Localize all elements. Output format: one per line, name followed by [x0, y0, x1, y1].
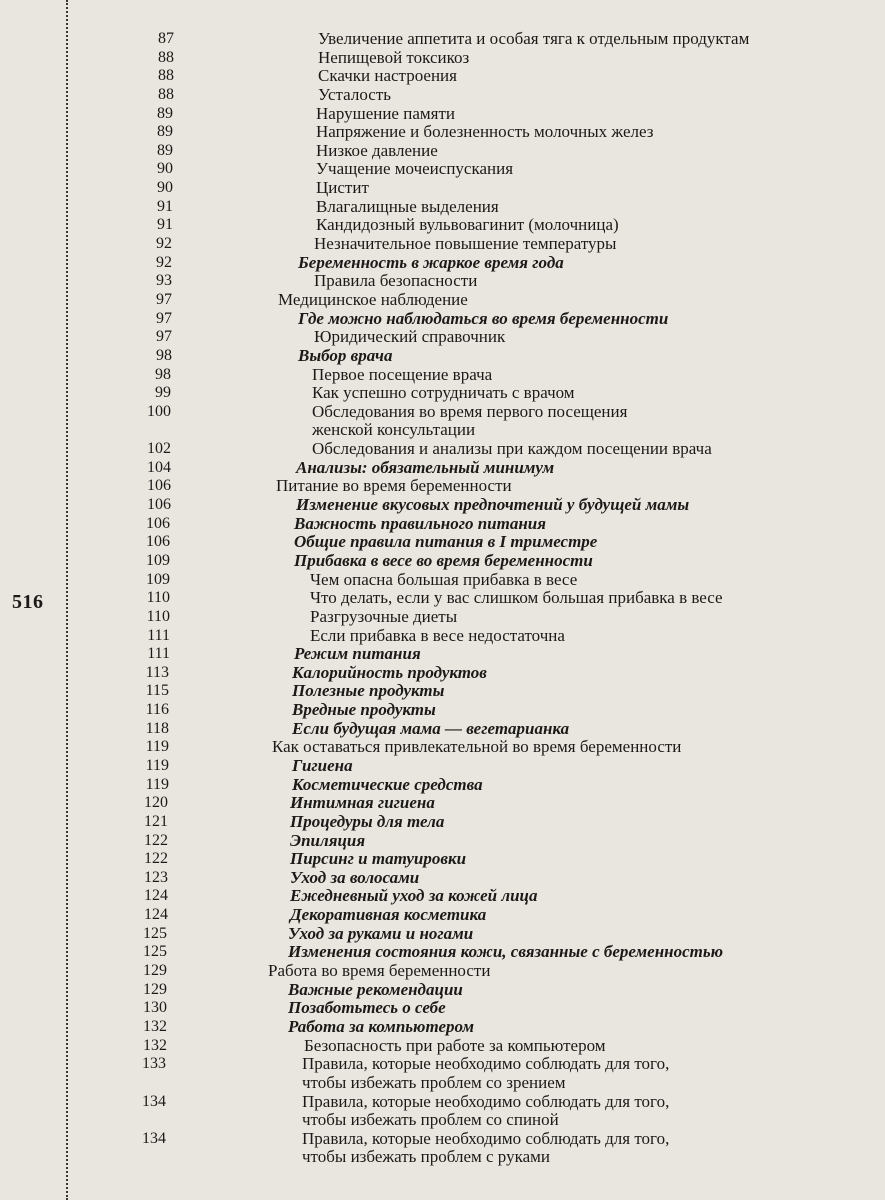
toc-page-number: 132	[143, 1017, 167, 1035]
toc-page-number: 92	[156, 235, 172, 253]
toc-page-number: 91	[157, 197, 173, 215]
toc-entry	[0, 906, 885, 925]
toc-subsection-title: Обследования и анализы при каждом посещении врача	[312, 439, 712, 459]
toc-entry	[0, 757, 885, 776]
toc-subsection-title: Чем опасна большая прибавка в весе	[310, 569, 578, 589]
toc-subsection-title: Безопасность при работе за компьютером	[304, 1035, 606, 1055]
toc-page-number: 90	[157, 179, 173, 197]
toc-entry	[0, 347, 885, 366]
toc-page-number: 115	[145, 682, 169, 700]
toc-page-number: 111	[147, 626, 170, 644]
toc-entry	[0, 776, 885, 795]
toc-section-title: Эпиляция	[290, 830, 366, 850]
toc-entry	[0, 869, 885, 888]
toc-section-title: Работа за компьютером	[288, 1016, 474, 1036]
toc-subsection-title: Правила, которые необходимо соблюдать для того, чтобы избежать проблем со спиной	[302, 1091, 670, 1130]
toc-subsection-title: Правила, которые необходимо соблюдать для того, чтобы избежать проблем с руками	[302, 1128, 670, 1167]
toc-entry	[0, 440, 885, 459]
toc-section-title: Изменение вкусовых предпочтений у будущей мамы	[296, 495, 690, 515]
toc-section-title: Где можно наблюдаться во время беременности	[298, 308, 669, 328]
toc-page-number: 110	[146, 607, 170, 625]
toc-page-number: 91	[157, 216, 173, 234]
toc-chapter-title: Работа во время беременности	[268, 961, 491, 981]
toc-entry	[0, 123, 885, 142]
toc-page-number: 100	[147, 402, 171, 420]
toc-entry	[0, 533, 885, 552]
toc-page-number: 111	[147, 645, 170, 663]
toc-entry	[0, 1130, 885, 1167]
toc-page-number: 132	[143, 1036, 167, 1054]
toc-section-title: Полезные продукты	[292, 681, 445, 701]
toc-subsection-title: Если прибавка в весе недостаточна	[310, 625, 565, 645]
toc-entry	[0, 366, 885, 385]
toc-page-number: 116	[145, 701, 169, 719]
toc-entry	[0, 49, 885, 68]
toc-section-title: Вредные продукты	[292, 700, 436, 720]
toc-page-number: 134	[142, 1092, 166, 1110]
toc-entry	[0, 999, 885, 1018]
toc-entry	[0, 198, 885, 217]
toc-entry	[0, 608, 885, 627]
toc-page-number: 89	[157, 104, 173, 122]
toc-entry	[0, 645, 885, 664]
toc-entry	[0, 682, 885, 701]
toc-entry	[0, 738, 885, 757]
toc-entry	[0, 720, 885, 739]
toc-entry	[0, 142, 885, 161]
toc-page-number: 109	[146, 551, 170, 569]
toc-entry	[0, 1055, 885, 1092]
toc-section-title: Позаботьтесь о себе	[288, 998, 446, 1018]
toc-page-number: 87	[158, 30, 174, 47]
toc-section-title: Беременность в жаркое время года	[298, 252, 564, 272]
toc-page-number: 97	[156, 290, 172, 308]
toc-section-title: Выбор врача	[298, 345, 393, 365]
toc-entry	[0, 216, 885, 235]
toc-entry	[0, 627, 885, 646]
toc-entry	[0, 552, 885, 571]
toc-section-title: Декоративная косметика	[290, 905, 487, 925]
toc-entry	[0, 794, 885, 813]
toc-section-title: Если будущая мама — вегетарианка	[292, 718, 570, 738]
toc-entry	[0, 701, 885, 720]
toc-entry	[0, 254, 885, 273]
toc-entry	[0, 291, 885, 310]
toc-subsection-title: Правила безопасности	[314, 271, 478, 291]
toc-page-number: 106	[147, 496, 171, 514]
toc-entry	[0, 86, 885, 105]
toc-section-title: Изменения состояния кожи, связанные с беременностью	[288, 942, 724, 962]
toc-page-number: 88	[158, 48, 174, 66]
toc-subsection-title: Нарушение памяти	[316, 103, 455, 123]
toc-subsection-title: Первое посещение врача	[312, 364, 493, 384]
page-number: 516	[12, 591, 44, 613]
toc-page-number: 129	[143, 962, 167, 980]
toc-section-title: Гигиена	[292, 756, 353, 775]
toc-page-number: 123	[144, 868, 168, 886]
toc-page-number: 109	[146, 570, 170, 588]
toc-page-number: 122	[144, 831, 168, 849]
toc-entry	[0, 571, 885, 590]
toc-section-title: Общие правила питания в I триместре	[294, 532, 598, 552]
toc-page-number: 113	[145, 663, 169, 681]
toc-page-number: 125	[143, 943, 167, 961]
toc-page-number: 88	[158, 67, 174, 85]
toc-chapter-title: Медицинское наблюдение	[278, 289, 468, 309]
toc-entry	[0, 925, 885, 944]
toc-page-number: 110	[146, 589, 170, 607]
toc-page-number: 98	[156, 346, 172, 364]
toc-page-number: 98	[155, 365, 171, 383]
toc-entry	[0, 813, 885, 832]
toc-entry	[0, 962, 885, 981]
toc-chapter-title: Питание во время беременности	[276, 476, 512, 496]
toc-subsection-title: Напряжение и болезненность молочных желез	[316, 122, 654, 142]
toc-page-number: 104	[147, 458, 171, 476]
toc-page-number: 119	[145, 775, 169, 793]
toc-page-number: 90	[157, 160, 173, 178]
toc-chapter-title: Как оставаться привлекательной во время беременности	[272, 737, 682, 757]
toc-subsection-title: Как успешно сотрудничать с врачом	[312, 383, 575, 403]
toc-page-number: 124	[144, 906, 168, 924]
toc-entry	[0, 179, 885, 198]
toc-entry	[0, 477, 885, 496]
toc-subsection-title: Усталость	[318, 84, 392, 104]
toc-section-title: Прибавка в весе во время беременности	[294, 550, 593, 570]
toc-entry	[0, 664, 885, 683]
toc-page-number: 92	[156, 253, 172, 271]
toc-section-title: Важность правильного питания	[294, 513, 546, 533]
toc-entry	[0, 459, 885, 478]
toc-page-number: 118	[145, 719, 169, 737]
toc-entry	[0, 328, 885, 347]
toc-page-number: 130	[143, 999, 167, 1017]
toc-subsection-title: Увеличение аппетита и особая тяга к отдельным продуктам	[318, 29, 750, 48]
toc-subsection-title: Правила, которые необходимо соблюдать для того, чтобы избежать проблем со зрением	[302, 1054, 670, 1092]
toc-page-number: 134	[142, 1129, 166, 1147]
toc-page-number: 106	[146, 533, 170, 551]
toc-section-title: Интимная гигиена	[290, 793, 435, 813]
toc-entry	[0, 235, 885, 254]
toc-page-number: 125	[143, 924, 167, 942]
toc-page-number: 89	[157, 123, 173, 141]
toc-entry	[0, 496, 885, 515]
toc-entry	[0, 943, 885, 962]
toc-page-number: 124	[144, 887, 168, 905]
toc-entry	[0, 1093, 885, 1130]
toc-subsection-title: Цистит	[316, 178, 369, 198]
toc-subsection-title: Незначительное повышение температуры	[314, 234, 617, 254]
toc-section-title: Уход за руками и ногами	[288, 923, 474, 943]
toc-section-title: Режим питания	[294, 644, 421, 664]
toc-entry	[0, 310, 885, 329]
toc-entry	[0, 105, 885, 124]
toc-section-title: Уход за волосами	[290, 867, 420, 887]
toc-section-title: Процедуры для тела	[290, 811, 445, 831]
toc-page-number: 129	[143, 980, 167, 998]
toc-entry	[0, 403, 885, 440]
toc-page-number: 133	[142, 1055, 166, 1073]
toc-subsection-title: Что делать, если у вас слишком большая прибавка в весе	[310, 588, 723, 608]
toc-page-number: 106	[147, 477, 171, 495]
toc-section-title: Ежедневный уход за кожей лица	[290, 886, 538, 906]
toc-subsection-title: Учащение мочеиспускания	[316, 159, 514, 179]
toc-entry	[0, 832, 885, 851]
toc-page-number: 97	[156, 328, 172, 346]
toc-page-number: 121	[144, 812, 168, 830]
toc-subsection-title: Низкое давление	[316, 140, 438, 160]
toc-entry	[0, 981, 885, 1000]
toc-page-number: 97	[156, 309, 172, 327]
toc-page-number: 122	[144, 850, 168, 868]
toc-entry	[0, 272, 885, 291]
toc-section-title: Калорийность продуктов	[292, 662, 487, 682]
toc-entry	[0, 30, 885, 49]
toc-subsection-title: Юридический справочник	[314, 327, 506, 347]
toc-entry	[0, 850, 885, 869]
toc-subsection-title: Разгрузочные диеты	[310, 606, 458, 626]
table-of-contents	[0, 30, 885, 1167]
toc-section-title: Важные рекомендации	[288, 979, 463, 999]
toc-entry	[0, 589, 885, 608]
toc-subsection-title: Непищевой токсикоз	[318, 47, 470, 67]
toc-section-title: Пирсинг и татуировки	[290, 849, 467, 869]
toc-page-number: 88	[158, 85, 174, 103]
toc-page-number: 99	[155, 384, 171, 402]
toc-page-number: 119	[145, 757, 169, 774]
toc-entry	[0, 160, 885, 179]
toc-page-number: 102	[147, 440, 171, 458]
toc-page-number: 89	[157, 141, 173, 159]
toc-subsection-title: Кандидозный вульвовагинит (молочница)	[316, 215, 619, 235]
toc-page-number: 119	[145, 738, 169, 756]
toc-section-title: Косметические средства	[292, 774, 483, 794]
toc-subsection-title: Обследования во время первого посещения женской консультации	[312, 401, 628, 440]
toc-entry	[0, 1018, 885, 1037]
toc-page-number: 106	[146, 514, 170, 532]
toc-subsection-title: Влагалищные выделения	[316, 196, 499, 216]
toc-page-number: 120	[144, 794, 168, 812]
toc-entry	[0, 1037, 885, 1056]
toc-page-number: 93	[156, 272, 172, 290]
toc-section-title: Анализы: обязательный минимум	[296, 457, 555, 477]
toc-entry	[0, 67, 885, 86]
toc-subsection-title: Скачки настроения	[318, 66, 457, 86]
toc-entry	[0, 887, 885, 906]
toc-entry	[0, 384, 885, 403]
toc-entry	[0, 515, 885, 534]
